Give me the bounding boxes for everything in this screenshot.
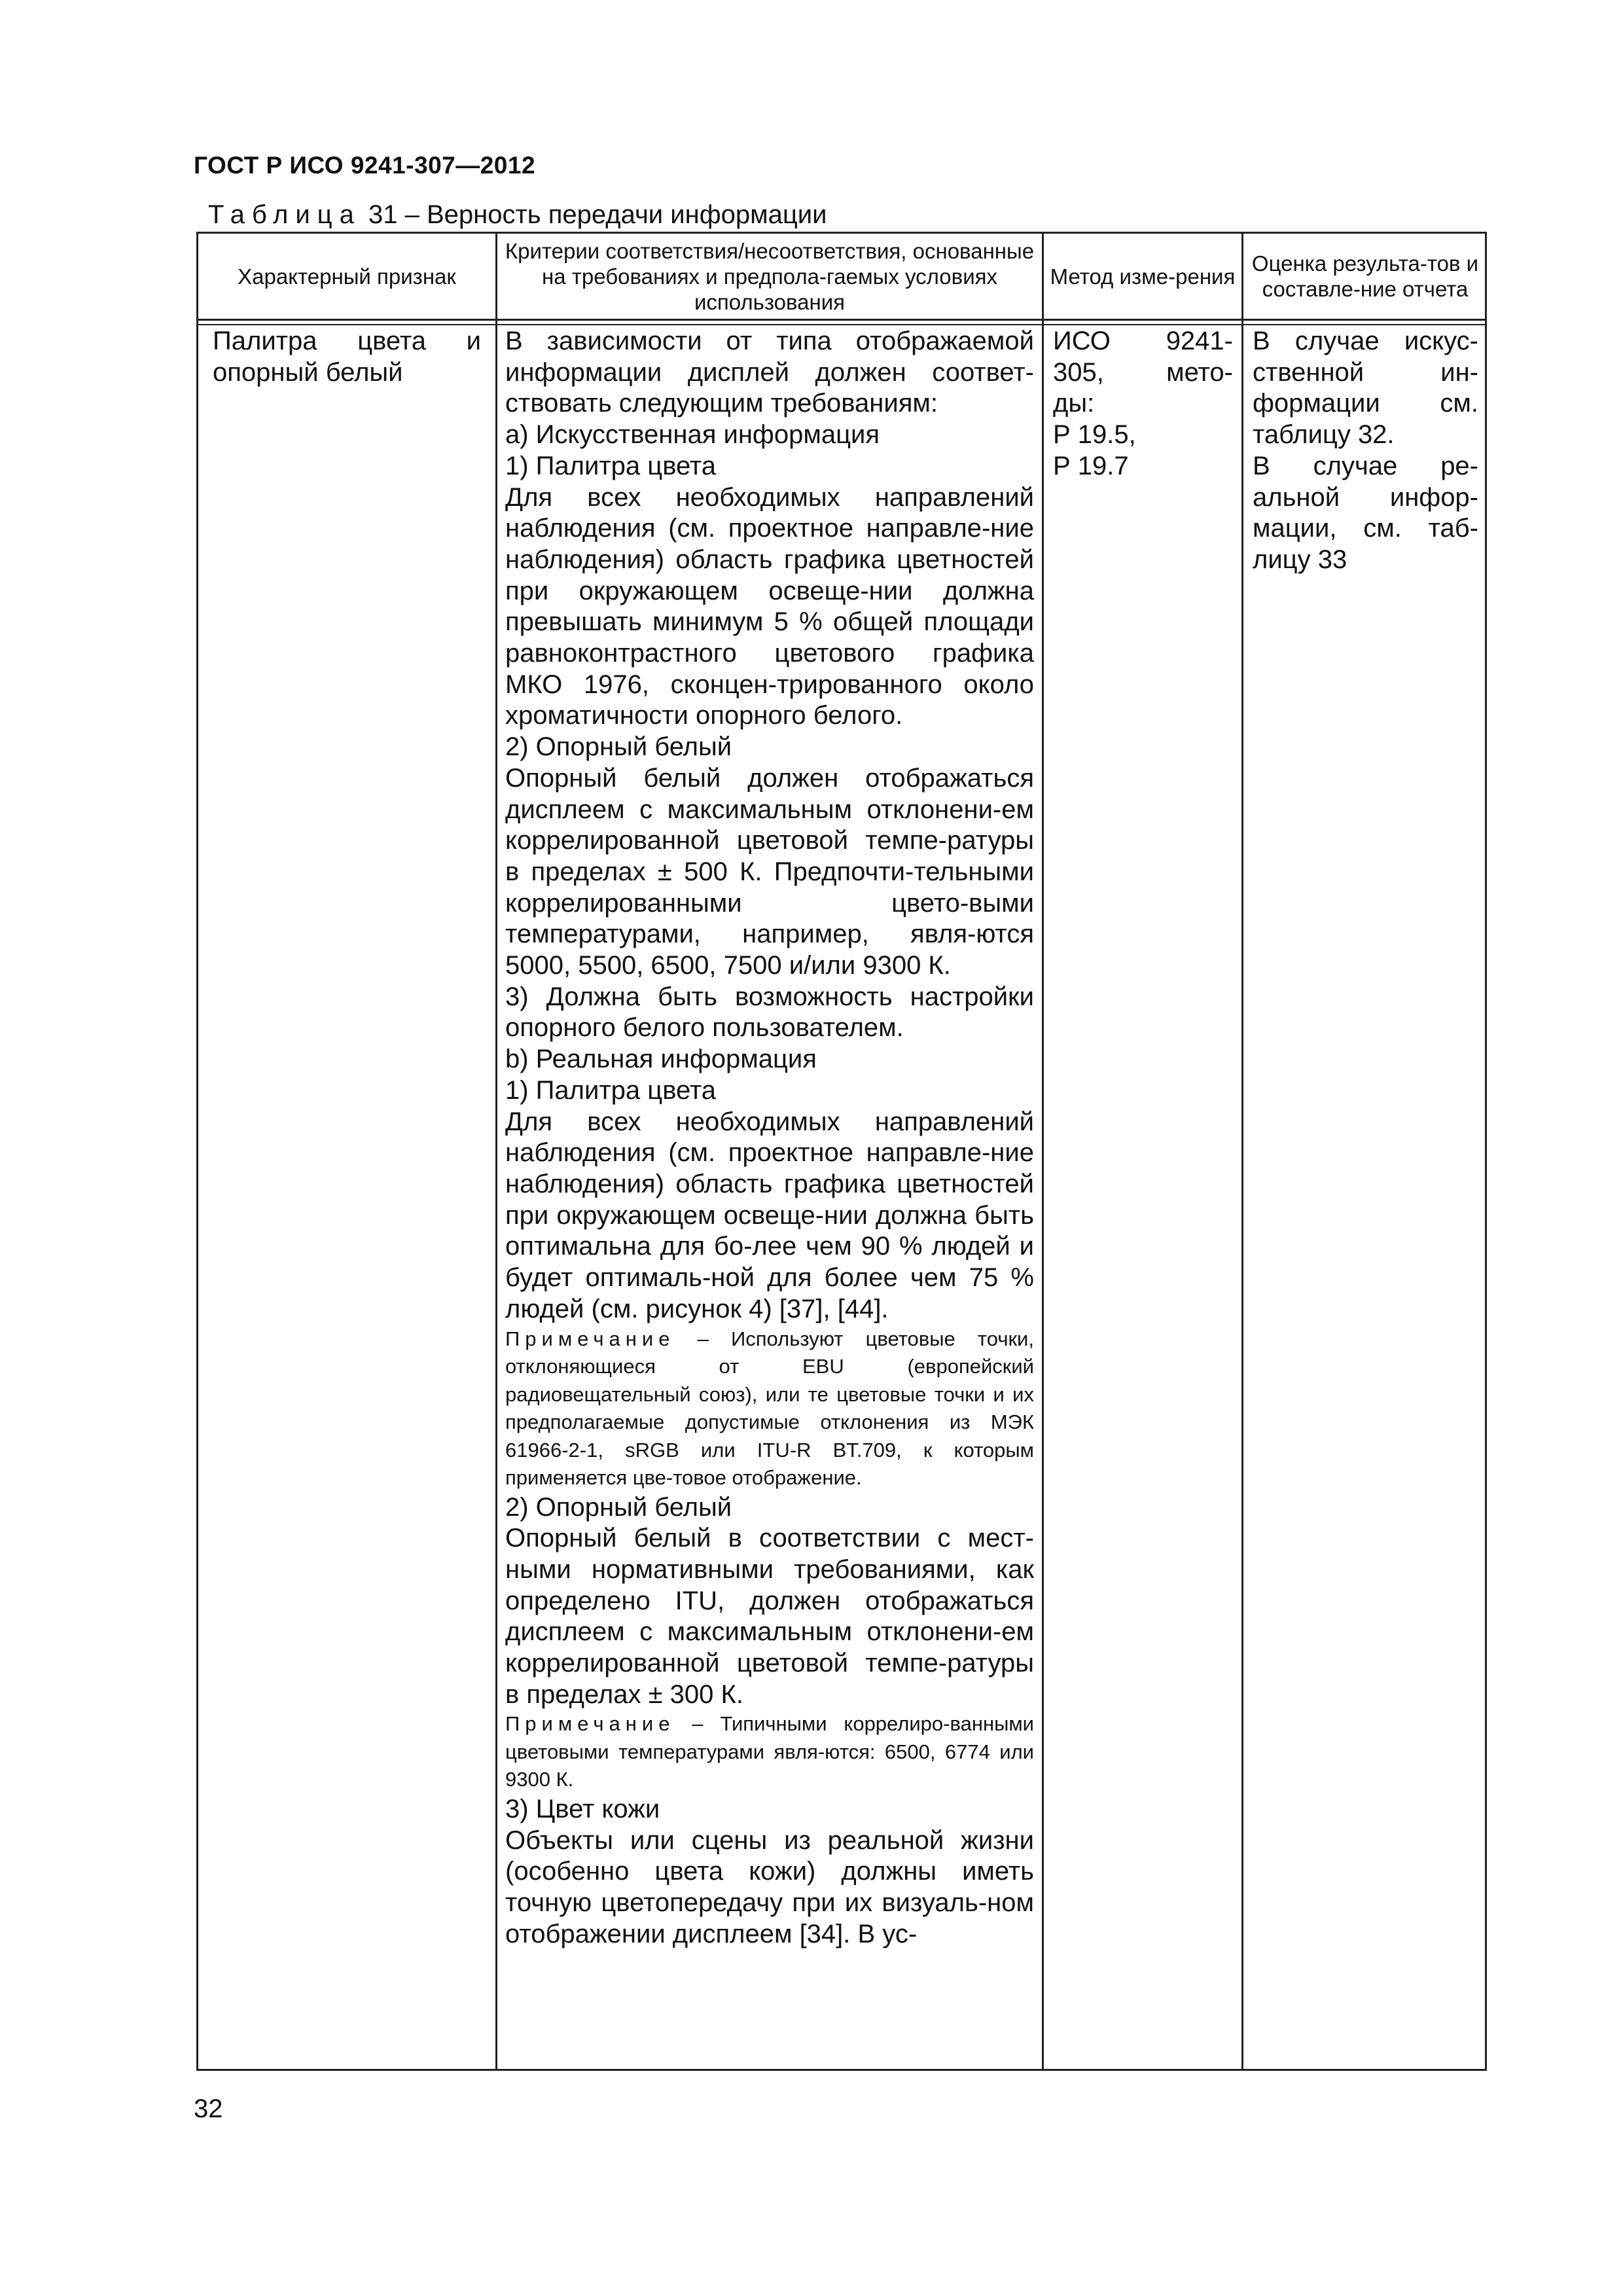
header-characteristic: Характерный признак [238, 264, 456, 289]
header-evaluation: Оценка результа-тов и составле-ние отчета [1251, 251, 1479, 301]
table-caption-number: 31 [368, 200, 398, 229]
method-line: Р 19.5, [1053, 420, 1136, 450]
criteria-intro: В зависимости от типа отображаемой информации дисплей должен соответ-ствовать следующим требованиям: [505, 327, 1034, 418]
characteristic-line: опорный белый [213, 357, 403, 387]
criteria-paragraph: Опорный белый в соответствии с мест-ными нормативными требованиями, как определено ITU, должен отображаться дисплеем с максимальным отклонени-ем коррелированной цветовой темпе-ратуры в пределах ± 300 К. [505, 1524, 1034, 1709]
document-code: ГОСТ Р ИСО 9241-307—2012 [194, 152, 536, 179]
note-text: – Типичными коррелиро-ванными цветовыми температурами явля-ются: 6500, 6774 или 9300 К. [505, 1712, 1034, 1791]
page-number: 32 [194, 2094, 223, 2123]
criteria-paragraph: Опорный белый должен отображаться дисплеем с максимальным отклонени-ем коррелированной цветовой темпе-ратуры в пределах ± 500 К. Предпочти-тельными коррелированными цвето-выми температурами, например, явля-ются 5000, 5500, 6500, 7500 и/или 9300 К. [505, 763, 1034, 980]
method-line: ды: [1053, 389, 1095, 418]
criteria-subheading: 2) Опорный белый [505, 1492, 732, 1522]
header-criteria: Критерии соответствия/несоответствия, основанные на требованиях и предпола-гаемых условиях использования [505, 238, 1035, 314]
table-caption [208, 200, 827, 230]
method-cell [1053, 326, 1233, 482]
note-label: Примечание [505, 1327, 675, 1350]
note-label: Примечание [505, 1712, 675, 1736]
characteristic-line: Палитра цвета и [213, 327, 481, 355]
table [196, 232, 1487, 2071]
evaluation-paragraph: В случае искус-ственной ин-формации см. таблицу 32. [1253, 327, 1478, 450]
criteria-paragraph: Объекты или сцены из реальной жизни (особенно цвета кожи) должны иметь точную цветопередачу при их визуаль-ном отображении дисплеем [34]. В ус- [505, 1825, 1034, 1948]
method-line: 305, мето- [1053, 357, 1233, 387]
criteria-subheading: 1) Палитра цвета [505, 1075, 717, 1105]
criteria-subheading: 1) Палитра цвета [505, 451, 717, 480]
method-line: Р 19.7 [1053, 451, 1129, 480]
note-text: – Используют цветовые точки, отклоняющиеся от EBU (европейский радиовещательный союз), или те цветовые точки и их предполагаемые допустимые отклонения из МЭК 61966-2-1, sRGB или ITU-R BT.709, к которым применяется цве-товое отображение. [505, 1327, 1034, 1489]
evaluation-cell [1253, 326, 1478, 576]
header-method: Метод изме-рения [1050, 264, 1236, 289]
characteristic-cell [213, 326, 481, 388]
criteria-paragraph: Для всех необходимых направлений наблюдения (см. проектное направле-ние наблюдения) область графика цветностей при окружающем освеще-нии должна превышать минимум 5 % общей площади равноконтрастного цветового графика МКО 1976, сконцен-трированного около хроматичности опорного белого. [505, 482, 1034, 730]
method-line: ИСО 9241- [1053, 327, 1233, 355]
criteria-subheading: b) Реальная информация [505, 1045, 817, 1074]
criteria-cell [505, 326, 1034, 1950]
criteria-subheading: 2) Опорный белый [505, 732, 732, 762]
table-caption-label: Таблица [208, 200, 361, 229]
table-caption-title: – Верность передачи информации [404, 200, 827, 229]
criteria-note [505, 1710, 1034, 1794]
criteria-subheading: a) Искусственная информация [505, 420, 880, 450]
criteria-paragraph: 3) Должна быть возможность настройки опорного белого пользователем. [505, 982, 1034, 1043]
criteria-note [505, 1325, 1034, 1492]
evaluation-paragraph: В случае ре-альной инфор-мации, см. таб-лицу 33 [1253, 451, 1478, 574]
criteria-subheading: 3) Цвет кожи [505, 1794, 660, 1823]
criteria-paragraph: Для всех необходимых направлений наблюдения (см. проектное направле-ние наблюдения) область графика цветностей при окружающем освеще-нии должна быть оптимальна для бо-лее чем 90 % людей и будет оптималь-ной для более чем 75 % людей (см. рисунок 4) [37], [44]. [505, 1107, 1034, 1323]
